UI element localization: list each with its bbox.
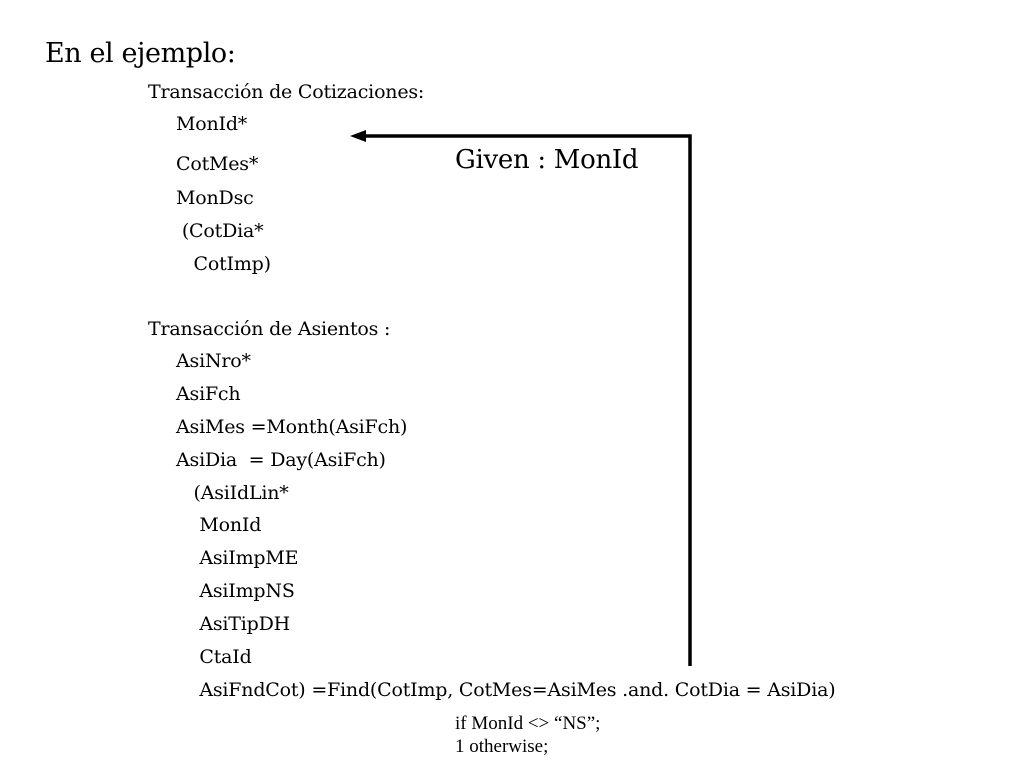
slide-title: En el ejemplo: [45, 38, 236, 69]
asientos-line: CtaId [176, 646, 252, 668]
arrow-head-icon [350, 130, 366, 142]
asientos-line: AsiNro* [176, 350, 251, 372]
asientos-line: MonId [176, 514, 262, 536]
asientos-line: AsiFch [176, 383, 241, 405]
given-label: Given : MonId [455, 145, 639, 175]
cotizaciones-header: Transacción de Cotizaciones: [148, 81, 425, 103]
cotizaciones-line-cotimp: CotImp) [176, 253, 271, 275]
arrow-line [362, 136, 690, 666]
asientos-line: (AsiIdLin* [176, 482, 289, 504]
asientos-line: AsiImpME [176, 547, 299, 569]
cotizaciones-line-cotdia: (CotDia* [176, 220, 264, 242]
asientos-line-find: AsiFndCot) =Find(CotImp, CotMes=AsiMes .and. CotDia = AsiDia) [176, 679, 836, 701]
asientos-header: Transacción de Asientos : [148, 318, 391, 340]
asientos-line: AsiDia = Day(AsiFch) [176, 449, 386, 471]
asientos-line: AsiTipDH [176, 613, 291, 635]
asientos-line: AsiImpNS [176, 580, 295, 602]
condition-line: if MonId <> “NS”; [455, 713, 601, 734]
cotizaciones-line-cotmes: CotMes* [176, 153, 259, 175]
cotizaciones-line-mondsc: MonDsc [176, 187, 254, 209]
condition-line: 1 otherwise; [455, 736, 549, 757]
asientos-line: AsiMes =Month(AsiFch) [176, 416, 408, 438]
cotizaciones-line-monid: MonId* [176, 113, 248, 135]
